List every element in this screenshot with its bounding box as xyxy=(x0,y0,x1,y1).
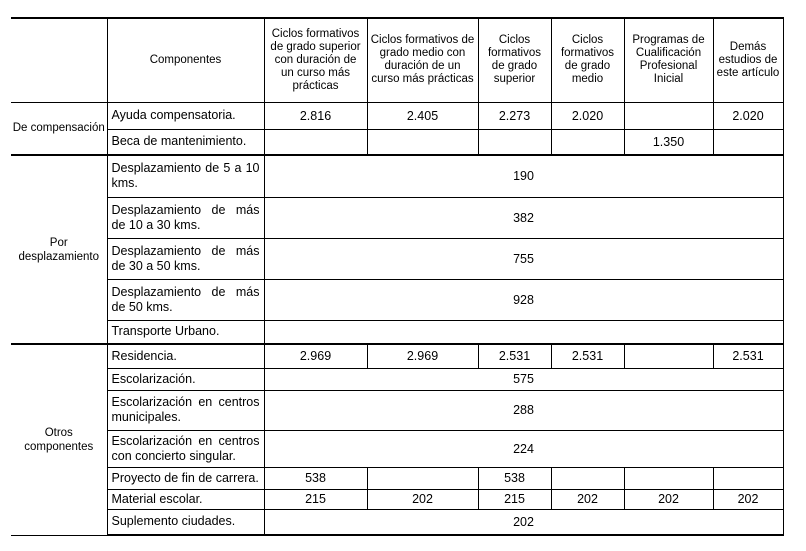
row-label-d5-10: Desplazamiento de 5 a 10 kms. xyxy=(107,155,264,197)
cell-suplemento-span: 202 xyxy=(264,509,783,535)
cell-ayuda-6: 2.020 xyxy=(713,102,783,129)
cell-material-3: 215 xyxy=(478,489,551,509)
cell-ayuda-5 xyxy=(624,102,713,129)
cell-urbano-span xyxy=(264,320,783,344)
group-compensacion: De compensación xyxy=(11,102,107,155)
row-label-escolarizacion: Escolarización. xyxy=(107,368,264,390)
cell-residencia-2: 2.969 xyxy=(367,344,478,368)
cell-residencia-6: 2.531 xyxy=(713,344,783,368)
cell-proyecto-5 xyxy=(624,467,713,489)
cell-ayuda-1: 2.816 xyxy=(264,102,367,129)
cell-material-2: 202 xyxy=(367,489,478,509)
row-label-d30-50: Desplazamiento de más de 30 a 50 kms. xyxy=(107,238,264,279)
cell-residencia-1: 2.969 xyxy=(264,344,367,368)
row-label-proyecto: Proyecto de fin de carrera. xyxy=(107,467,264,489)
header-col-5: Programas de Cualificación Profesional Inicial xyxy=(624,18,713,102)
cell-residencia-3: 2.531 xyxy=(478,344,551,368)
cell-material-4: 202 xyxy=(551,489,624,509)
cell-beca-4 xyxy=(551,129,624,155)
cell-proyecto-2 xyxy=(367,467,478,489)
cell-material-6: 202 xyxy=(713,489,783,509)
cell-beca-1 xyxy=(264,129,367,155)
cell-d10-30-span: 382 xyxy=(264,197,783,238)
cell-ayuda-4: 2.020 xyxy=(551,102,624,129)
row-label-suplemento: Suplemento ciudades. xyxy=(107,509,264,535)
cell-d50-span: 928 xyxy=(264,279,783,320)
cell-beca-2 xyxy=(367,129,478,155)
row-label-material: Material escolar. xyxy=(107,489,264,509)
header-col-2: Ciclos formativos de grado medio con duración de un curso más prácticas xyxy=(367,18,478,102)
row-label-d10-30: Desplazamiento de más de 10 a 30 kms. xyxy=(107,197,264,238)
row-label-ayuda: Ayuda compensatoria. xyxy=(107,102,264,129)
group-otros: Otros componentes xyxy=(11,344,107,535)
cell-proyecto-4 xyxy=(551,467,624,489)
cell-material-1: 215 xyxy=(264,489,367,509)
cell-beca-6 xyxy=(713,129,783,155)
header-corner xyxy=(11,18,107,102)
header-componentes: Componentes xyxy=(107,18,264,102)
cell-beca-5: 1.350 xyxy=(624,129,713,155)
cell-residencia-4: 2.531 xyxy=(551,344,624,368)
cell-esc-municipales-span: 288 xyxy=(264,390,783,430)
row-label-beca: Beca de mantenimiento. xyxy=(107,129,264,155)
cell-material-5: 202 xyxy=(624,489,713,509)
cell-proyecto-3: 538 xyxy=(478,467,551,489)
row-label-esc-concierto: Escolarización en centros con concierto singular. xyxy=(107,430,264,467)
group-desplazamiento: Por desplazamiento xyxy=(11,155,107,344)
row-label-esc-municipales: Escolarización en centros municipales. xyxy=(107,390,264,430)
cell-esc-concierto-span: 224 xyxy=(264,430,783,467)
componentes-table xyxy=(11,17,784,536)
header-col-3: Ciclos formativos de grado superior xyxy=(478,18,551,102)
cell-residencia-5 xyxy=(624,344,713,368)
cell-ayuda-3: 2.273 xyxy=(478,102,551,129)
header-col-6: Demás estudios de este artículo xyxy=(713,18,783,102)
row-label-residencia: Residencia. xyxy=(107,344,264,368)
header-col-1: Ciclos formativos de grado superior con duración de un curso más prácticas xyxy=(264,18,367,102)
cell-d30-50-span: 755 xyxy=(264,238,783,279)
cell-escolarizacion-span: 575 xyxy=(264,368,783,390)
cell-proyecto-1: 538 xyxy=(264,467,367,489)
cell-beca-3 xyxy=(478,129,551,155)
cell-ayuda-2: 2.405 xyxy=(367,102,478,129)
cell-d5-10-span: 190 xyxy=(264,155,783,197)
header-col-4: Ciclos formativos de grado medio xyxy=(551,18,624,102)
cell-proyecto-6 xyxy=(713,467,783,489)
row-label-urbano: Transporte Urbano. xyxy=(107,320,264,344)
row-label-d50: Desplazamiento de más de 50 kms. xyxy=(107,279,264,320)
